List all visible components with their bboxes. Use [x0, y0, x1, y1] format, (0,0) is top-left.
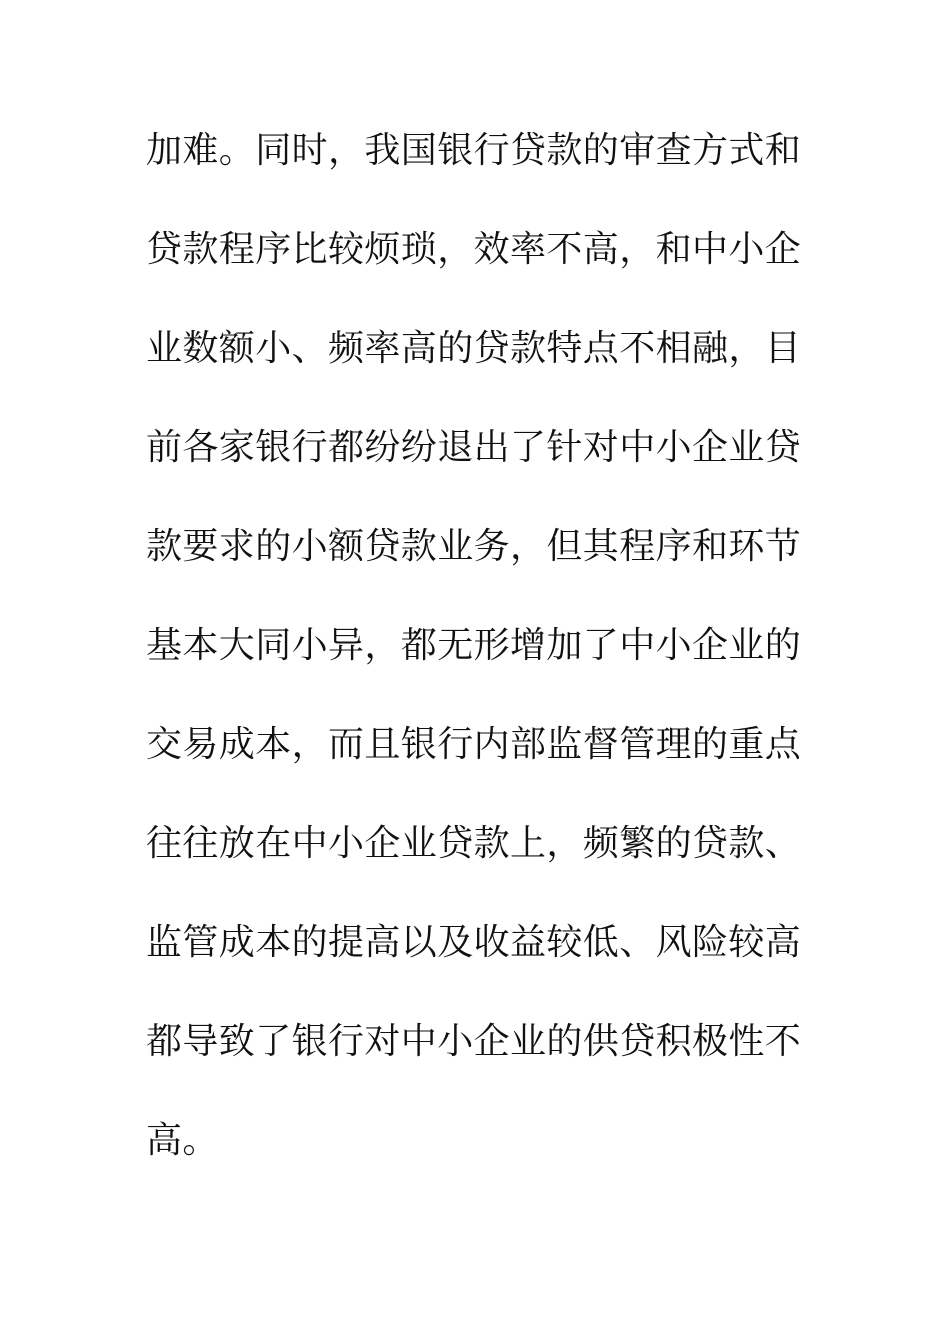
text-line: 贷款程序比较烦琐，效率不高，和中小企 [146, 229, 802, 270]
text-line: 交易成本，而且银行内部监督管理的重点 [146, 724, 802, 765]
text-line: 都导致了银行对中小企业的供贷积极性不 [146, 1021, 802, 1062]
text-line: 监管成本的提高以及收益较低、风险较高 [146, 922, 802, 963]
text-line: 加难。同时，我国银行贷款的审查方式和 [146, 130, 802, 171]
text-line: 业数额小、频率高的贷款特点不相融，目 [146, 328, 802, 369]
body-paragraph [146, 124, 826, 1213]
text-line: 款要求的小额贷款业务，但其程序和环节 [146, 526, 802, 567]
text-line: 高。 [146, 1120, 219, 1161]
text-line: 基本大同小异，都无形增加了中小企业的 [146, 625, 802, 666]
text-line: 往往放在中小企业贷款上，频繁的贷款、 [146, 823, 802, 864]
text-line: 前各家银行都纷纷退出了针对中小企业贷 [146, 427, 802, 468]
